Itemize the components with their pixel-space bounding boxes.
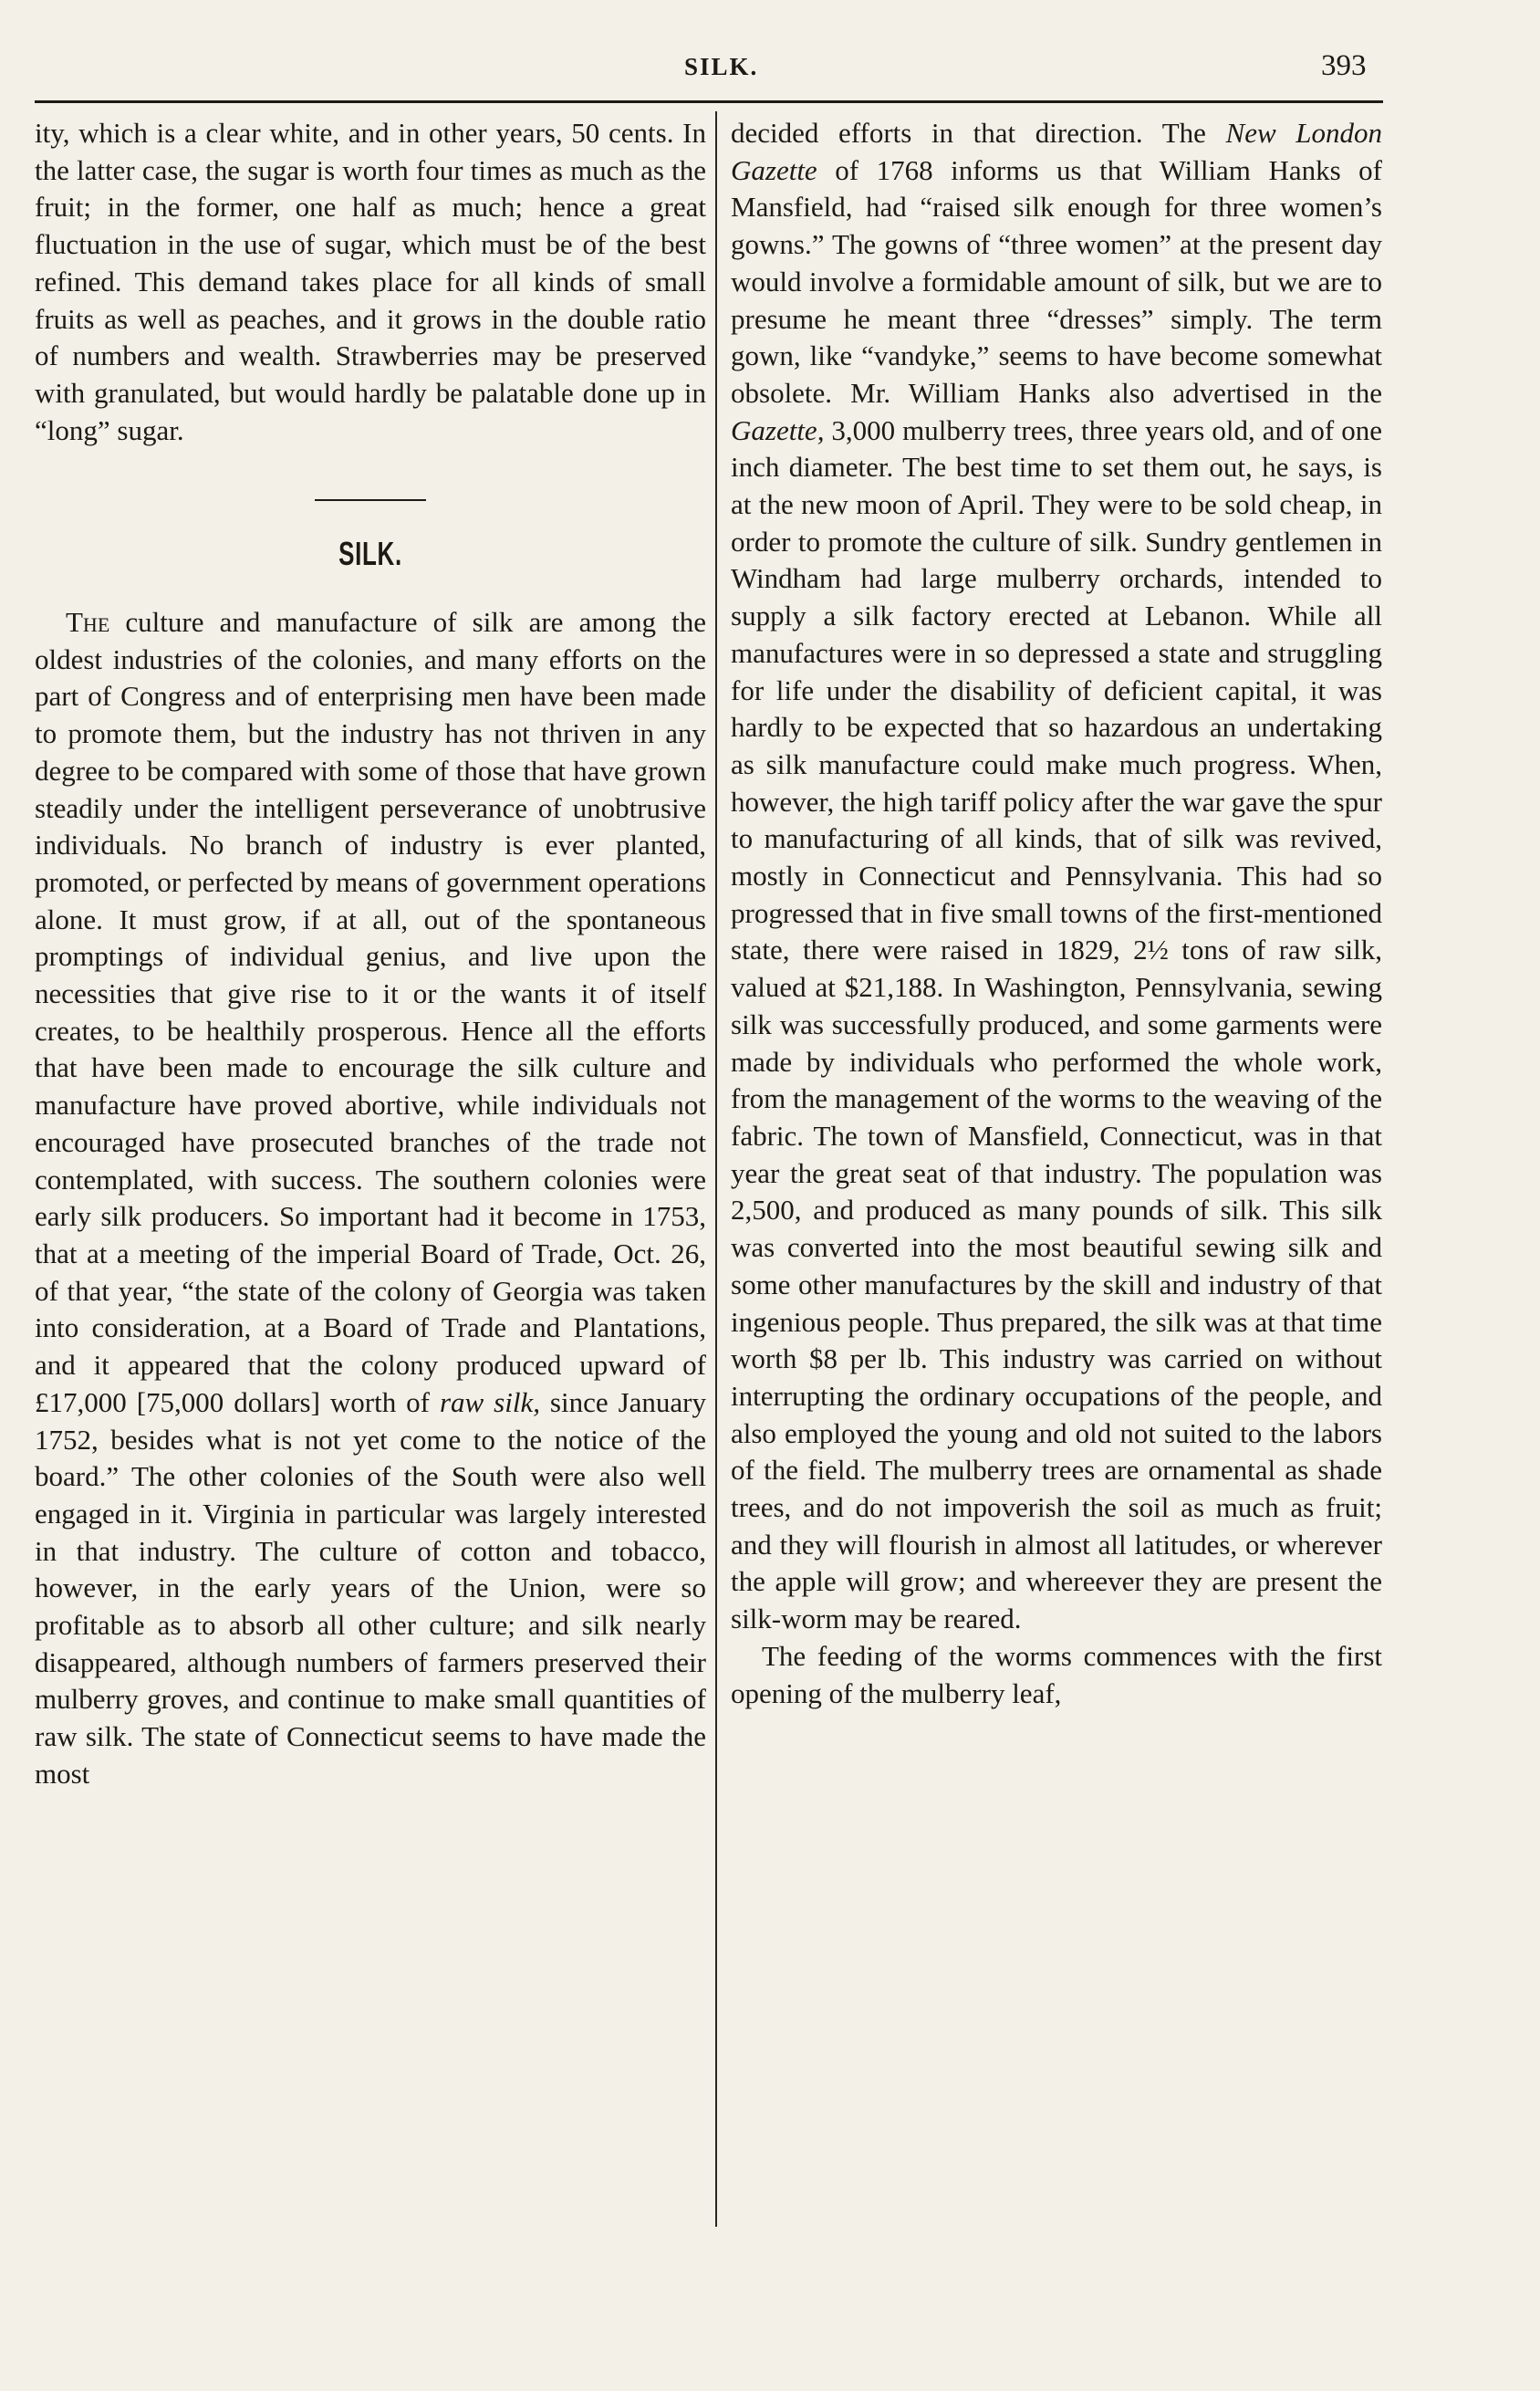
page-number: 393 bbox=[1321, 49, 1367, 82]
silk-paragraph-2-text-a: decided efforts in that direction. The bbox=[731, 117, 1226, 149]
running-head bbox=[0, 49, 1540, 86]
running-head-title: SILK. bbox=[684, 53, 759, 80]
silk-paragraph-3: The feeding of the worms commences with the first opening of the mulberry leaf, bbox=[731, 1639, 1382, 1709]
raw-silk-italic: raw silk, bbox=[439, 1385, 540, 1418]
left-column bbox=[35, 115, 706, 1793]
newspaper-title-italic: New London Gazette bbox=[731, 117, 1382, 186]
gazette-italic: Gazette, bbox=[731, 413, 825, 446]
column-divider bbox=[715, 111, 717, 2227]
continued-paragraph: ity, which is a clear white, and in other years, 50 cents. In the latter case, the sugar is worth four times as much as the fruit; in the former, one half as much; hence a great fluctuation in the use of sugar, which must be of the best refined. This demand takes place for all kinds of small fruits as well as peaches, and it grows in the double ratio of numbers and wealth. Strawberries may be preserved with granulated, but would hardly be palatable done up in “long” sugar. bbox=[35, 117, 706, 446]
silk-paragraph-2-text-b: of 1768 informs us that William Hanks of Mansfield, had “raised silk enough for three women’s gowns.” The gowns of “three women” at the present day would involve a formidable amount of silk, but we are to presume he meant three “dresses” simply. The term gown, like “vandyke,” seems to have become somewhat obsolete. Mr. William Hanks also advertised in the bbox=[731, 153, 1382, 409]
silk-paragraph-1-text-b: since January 1752, besides what is not yet come to the notice of the board.” The other colonies of the South were also well engaged in it. Virginia in particular was largely interested in that industry. The culture of cotton and tobacco, however, in the early years of the Union, were so profitable as to absorb all other culture; and silk nearly disappeared, although numbers of farmers preserved their mulberry groves, and continue to make small quantities of raw silk. The state of Connecticut seems to have made the most bbox=[35, 1385, 706, 1790]
opening-word: The bbox=[66, 606, 110, 639]
right-column bbox=[731, 115, 1382, 1712]
section-separator-rule bbox=[315, 499, 426, 501]
silk-paragraph-1 bbox=[35, 604, 706, 1793]
header-rule bbox=[35, 100, 1383, 103]
silk-paragraph-2 bbox=[731, 115, 1382, 1638]
section-heading: SILK. bbox=[338, 535, 402, 573]
silk-paragraph-2-text-c: 3,000 mulberry trees, three years old, and of one inch diameter. The best time to set them out, he says, is at the new moon of April. They were to be sold cheap, in order to promote the culture of silk. Sundry gentlemen in Windham had large mulberry orchards, intended to supply a silk factory erected at Lebanon. While all manufactures were in so depressed a state and struggling for life under the disability of deficient capital, it was hardly to be expected that so hazardous an undertaking as silk manufacture could make much progress. When, however, the high tariff policy after the war gave the spur to manufacturing of all kinds, that of silk was revived, mostly in Connecticut and Pennsylvania. This had so progressed that in five small towns of the first-mentioned state, there were raised in 1829, 2½ tons of raw silk, valued at $21,188. In Washington, Pennsylvania, sewing silk was successfully produced, and some garments were made by individuals who performed the whole work, from the management of the worms to the weaving of the fabric. The town of Mansfield, Connecticut, was in that year the great seat of that industry. The population was 2,500, and produced as many pounds of silk. This silk was converted into the most beautiful sewing silk and some other manufactures by the skill and industry of that ingenious people. Thus prepared, the silk was at that time worth $8 per lb. This industry was carried on without interrupting the ordinary occupations of the people, and also employed the young and old not suited to the labors of the field. The mulberry trees are ornamental as shade trees, and do not impoverish the soil as much as fruit; and they will flourish in almost all latitudes, or wherever the apple will grow; and whereever they are present the silk-worm may be reared. bbox=[731, 413, 1382, 1635]
silk-paragraph-1-text-a: culture and manufacture of silk are among the oldest industries of the colonies, and many efforts on the part of Congress and of enterprising men have been made to promote them, but the industry has not thriven in any degree to be compared with some of those that have grown steadily under the intelligent perseverance of unobtrusive individuals. No branch of industry is ever planted, promoted, or perfected by means of government operations alone. It must grow, if at all, out of the spontaneous promptings of individual genius, and live upon the necessities that give rise to it or the wants it of itself creates, to be healthily prosperous. Hence all the efforts that have been made to encourage the silk culture and manufacture have proved abortive, while individuals not encouraged have prosecuted branches of the trade not contemplated, with success. The southern colonies were early silk producers. So important had it become in 1753, that at a meeting of the imperial Board of Trade, Oct. 26, of that year, “the state of the colony of Georgia was taken into consideration, at a Board of Trade and Plantations, and it appeared that the colony produced upward of £17,000 [75,000 dollars] worth of bbox=[35, 606, 706, 1418]
